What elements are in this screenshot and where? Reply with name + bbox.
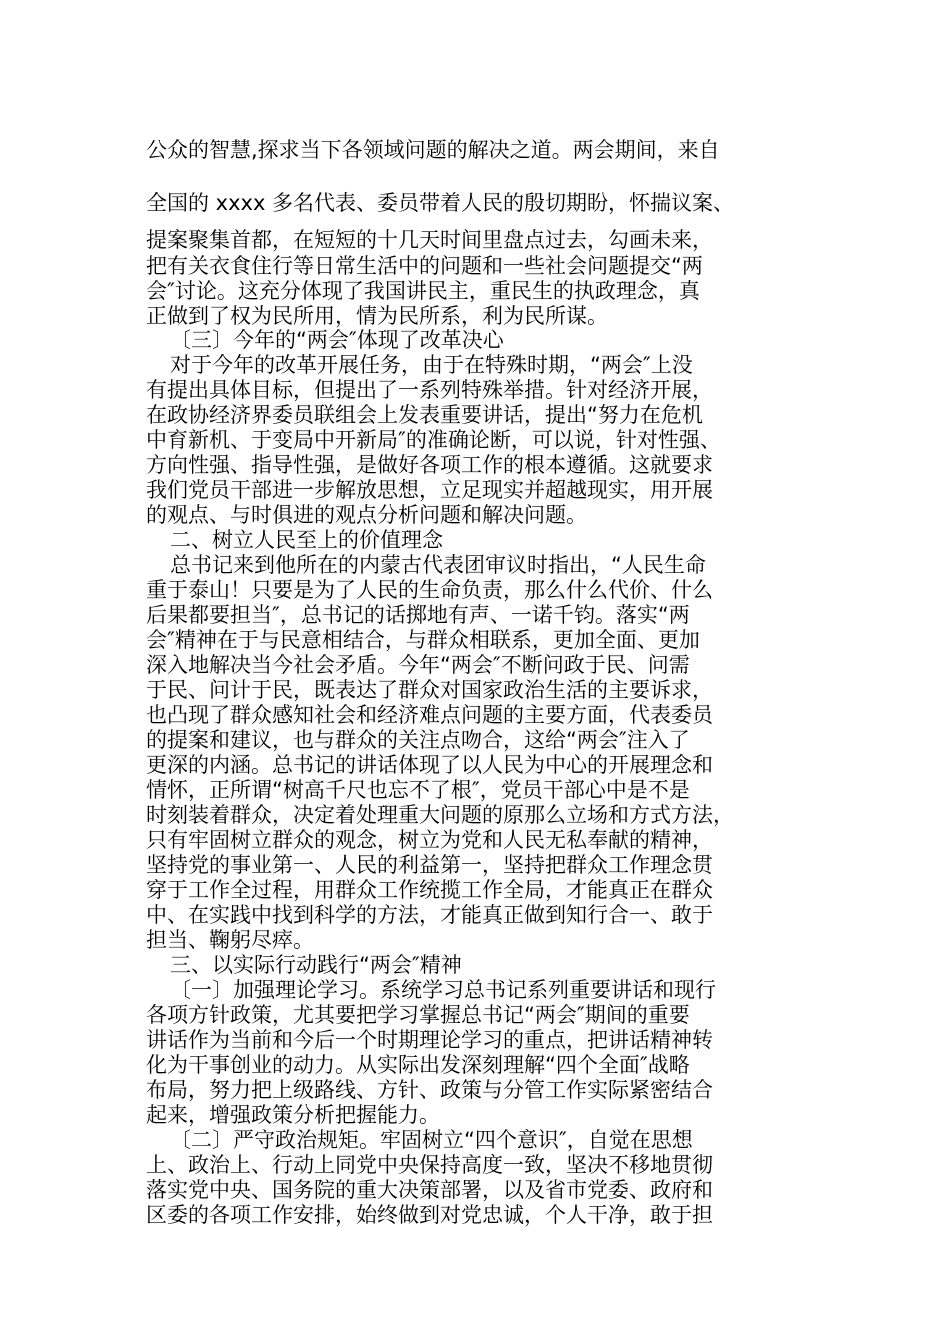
text-line: 各项方针政策，尤其要把学习掌握总书记“两会″期间的重要 <box>146 1003 690 1027</box>
text-line: 中育新机、于变局中开新局″的准确论断，可以说，针对性强、 <box>146 428 721 452</box>
text-line: 于民、问计于民，既表达了群众对国家政治生活的主要诉求， <box>146 678 713 702</box>
text-line: 方向性强、指导性强，是做好各项工作的根本遵循。这就要求 <box>146 453 713 477</box>
section-heading: 三、以实际行动践行“两会″精神 <box>170 953 462 977</box>
text-line: 的提案和建议，也与群众的关注点吻合，这给“两会″注入了 <box>146 728 690 752</box>
text-line: 区委的各项工作安排，始终做到对党忠诚，个人干净，敢于担 <box>146 1203 713 1227</box>
text-line: 的观点、与时俱进的观点分析问题和解决问题。 <box>146 503 587 527</box>
text-line: 落实党中央、国务院的重大决策部署，以及省市党委、政府和 <box>146 1178 713 1202</box>
text-line: 讲话作为当前和今后一个时期理论学习的重点，把讲话精神转 <box>146 1028 713 1052</box>
text-line: 担当、鞠躬尽瘁。 <box>146 928 314 952</box>
text-line: 在政协经济界委员联组会上发表重要讲话，提出“努力在危机 <box>146 403 703 427</box>
text-line: 穿于工作全过程，用群众工作统揽工作全局，才能真正在群众 <box>146 878 713 902</box>
text-line: 后果都要担当″，总书记的话掷地有声、一诺千钧。落实“两 <box>146 603 690 627</box>
text-line: 〔一〕加强理论学习。系统学习总书记系列重要讲话和现行 <box>170 978 716 1002</box>
text-line: 全国的 xxxx 多名代表、委员带着人民的殷切期盼，怀揣议案、 <box>146 191 735 215</box>
text-line: 坚持党的事业第一、人民的利益第一，坚持把群众工作理念贯 <box>146 853 713 877</box>
text-line: 〔二〕严守政治规矩。牢固树立“四个意识″，自觉在思想 <box>170 1128 693 1152</box>
text-line: 对于今年的改革开展任务，由于在特殊时期，“两会″上没 <box>170 353 693 377</box>
text-line: 中、在实践中找到科学的方法，才能真正做到知行合一、敢于 <box>146 903 713 927</box>
text-line: 化为干事创业的动力。从实际出发深刻理解“四个全面″战略 <box>146 1053 690 1077</box>
text-line: 会″精神在于与民意相结合，与群众相联系，更加全面、更加 <box>146 628 700 652</box>
text-line: 公众的智慧,探求当下各领域问题的解决之道。两会期间，来自 <box>146 138 720 162</box>
text-line: 时刻装着群众，决定着处理重大问题的原那么立场和方式方法， <box>146 803 734 827</box>
text-line: 把有关衣食住行等日常生活中的问题和一些社会问题提交“两 <box>146 254 703 278</box>
text-line: 提案聚集首都，在短短的十几天时间里盘点过去，勾画未来， <box>146 228 713 252</box>
text-line: 会″讨论。这充分体现了我国讲民主，重民生的执政理念，真 <box>146 279 700 303</box>
section-heading: 〔三〕今年的“两会″体现了改革决心 <box>170 328 504 352</box>
text-line: 起来，增强政策分析把握能力。 <box>146 1103 440 1127</box>
text-line: 总书记来到他所在的内蒙古代表团审议时指出，“人民生命 <box>170 553 706 577</box>
text-line: 深入地解决当今社会矛盾。今年“两会″不断问政于民、问需 <box>146 653 690 677</box>
text-line: 我们党员干部进一步解放思想，立足现实并超越现实，用开展 <box>146 478 713 502</box>
text-line: 重于泰山！只要是为了人民的生命负责，那么什么代价、什么 <box>146 578 713 602</box>
text-line: 布局，努力把上级路线、方针、政策与分管工作实际紧密结合 <box>146 1078 713 1102</box>
text-line: 上、政治上、行动上同党中央保持高度一致，坚决不移地贯彻 <box>146 1153 713 1177</box>
text-line: 有提出具体目标，但提出了一系列特殊举措。针对经济开展， <box>146 378 713 402</box>
text-line: 更深的内涵。总书记的讲话体现了以人民为中心的开展理念和 <box>146 753 713 777</box>
text-line: 情怀，正所谓“树高千尺也忘不了根″，党员干部心中是不是 <box>146 778 690 802</box>
text-line: 只有牢固树立群众的观念，树立为党和人民无私奉献的精神， <box>146 828 713 852</box>
section-heading: 二、树立人民至上的价值理念 <box>170 528 443 552</box>
text-line: 也凸现了群众感知社会和经济难点问题的主要方面，代表委员 <box>146 703 713 727</box>
text-line: 正做到了权为民所用，情为民所系，利为民所谋。 <box>146 304 608 328</box>
